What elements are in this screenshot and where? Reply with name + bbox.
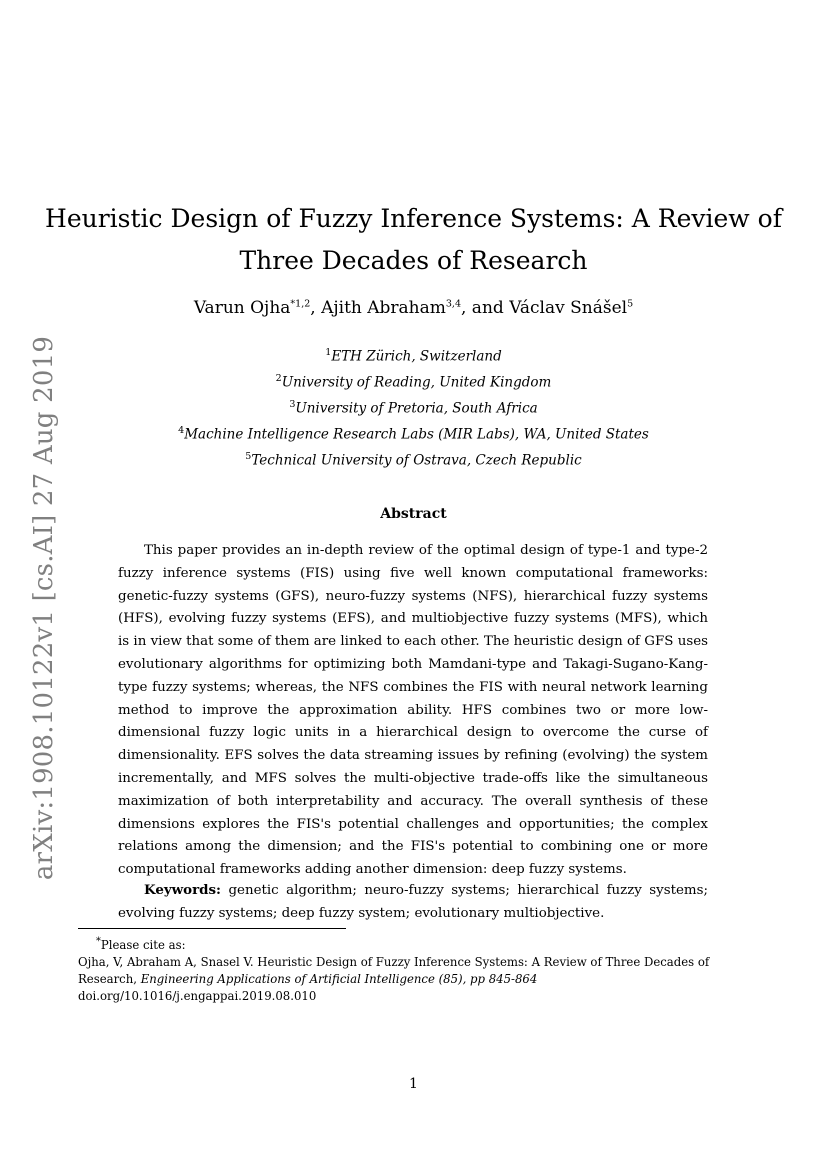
citation-doi: doi.org/10.1016/j.engappai.2019.08.010 (78, 988, 317, 1003)
author-name: Ajith Abraham (321, 298, 446, 318)
author-affiliation-mark: 5 (627, 298, 634, 310)
footnote-divider (78, 928, 346, 929)
affiliation-text: ETH Zürich, Switzerland (331, 348, 502, 365)
affiliation-text: Technical University of Ostrava, Czech Republic (251, 452, 582, 469)
citation-text: Ojha, V, Abraham A, Snasel V. Heuristic Design of Fuzzy Inference Systems: A Review of Three Decades of Research, (78, 954, 710, 986)
affiliation-number: 5 (245, 451, 252, 462)
author-list (0, 298, 827, 318)
paper-title (0, 198, 827, 282)
keywords-text: genetic algorithm; neuro-fuzzy systems; hierarchical fuzzy systems; evolving fuzzy systems; deep fuzzy system; evolutionary multiobjective. (118, 883, 708, 921)
affiliation-number: 3 (289, 399, 296, 410)
abstract-text: This paper provides an in-depth review of the optimal design of type-1 and type-2 fuzzy inference systems (FIS) using five well known computational frameworks: genetic-fuzzy systems (GFS), neuro-fuzzy systems (NFS), hierarchical fuzzy systems (HFS), evolving fuzzy systems (EFS), and multiobjective fuzzy systems (MFS), which is in view that some of them are linked to each other. The heuristic design of GFS uses evolutionary algorithms for optimizing both Mamdani-type and Takagi-Sugano-Kang-type fuzzy systems; whereas, the NFS combines the FIS with neural network learning method to improve the approximation ability. HFS combines two or more low-dimensional fuzzy logic units in a hierarchical design to overcome the curse of dimensionality. EFS solves the data streaming issues by refining (evolving) the system incrementally, and MFS solves the multi-objective trade-offs like the simultaneous maximization of both interpretability and accuracy. The overall synthesis of these dimensions explores the FIS's potential challenges and opportunities; the complex relations among the dimension; and the FIS's potential to combining one or more computational frameworks adding another dimension: deep fuzzy systems. (118, 543, 708, 878)
arxiv-identifier-stamp: arXiv:1908.10122v1 [cs.AI] 27 Aug 2019 (29, 335, 59, 881)
affiliation-list (0, 342, 827, 472)
title-line-2: Three Decades of Research (239, 246, 588, 275)
keywords-label: Keywords: (144, 882, 222, 898)
affiliation-number: 2 (275, 373, 282, 384)
title-line-1: Heuristic Design of Fuzzy Inference Systems: A Review of (45, 204, 782, 233)
footnote-lead: Please cite as: (100, 937, 186, 952)
affiliation-number: 1 (325, 347, 332, 358)
footnote-lead-line (78, 933, 754, 954)
footnote-mark: * (96, 936, 101, 947)
author-separator: , (310, 298, 322, 318)
affiliation-item (0, 420, 827, 446)
affiliation-item (0, 394, 827, 420)
author-name: Václav Snášel (509, 298, 628, 318)
keywords-paragraph (118, 879, 708, 926)
author-affiliation-mark: *1,2 (290, 298, 311, 310)
page-number: 1 (409, 1076, 418, 1092)
affiliation-text: University of Reading, United Kingdom (281, 374, 552, 391)
author-affiliation-mark: 3,4 (445, 298, 461, 310)
affiliation-text: Machine Intelligence Research Labs (MIR Labs), WA, United States (184, 426, 649, 443)
affiliation-text: University of Pretoria, South Africa (295, 400, 538, 417)
affiliation-item (0, 446, 827, 472)
author-separator: , and (461, 298, 510, 318)
footnote-citation (78, 954, 754, 988)
affiliation-number: 4 (178, 425, 185, 436)
citation-footnote (78, 933, 754, 1005)
author-name: Varun Ojha (193, 298, 291, 318)
abstract-heading: Abstract (380, 506, 447, 522)
citation-journal: Engineering Applications of Artificial Intelligence (85), pp 845-864 (140, 971, 538, 986)
affiliation-item (0, 342, 827, 368)
affiliation-item (0, 368, 827, 394)
